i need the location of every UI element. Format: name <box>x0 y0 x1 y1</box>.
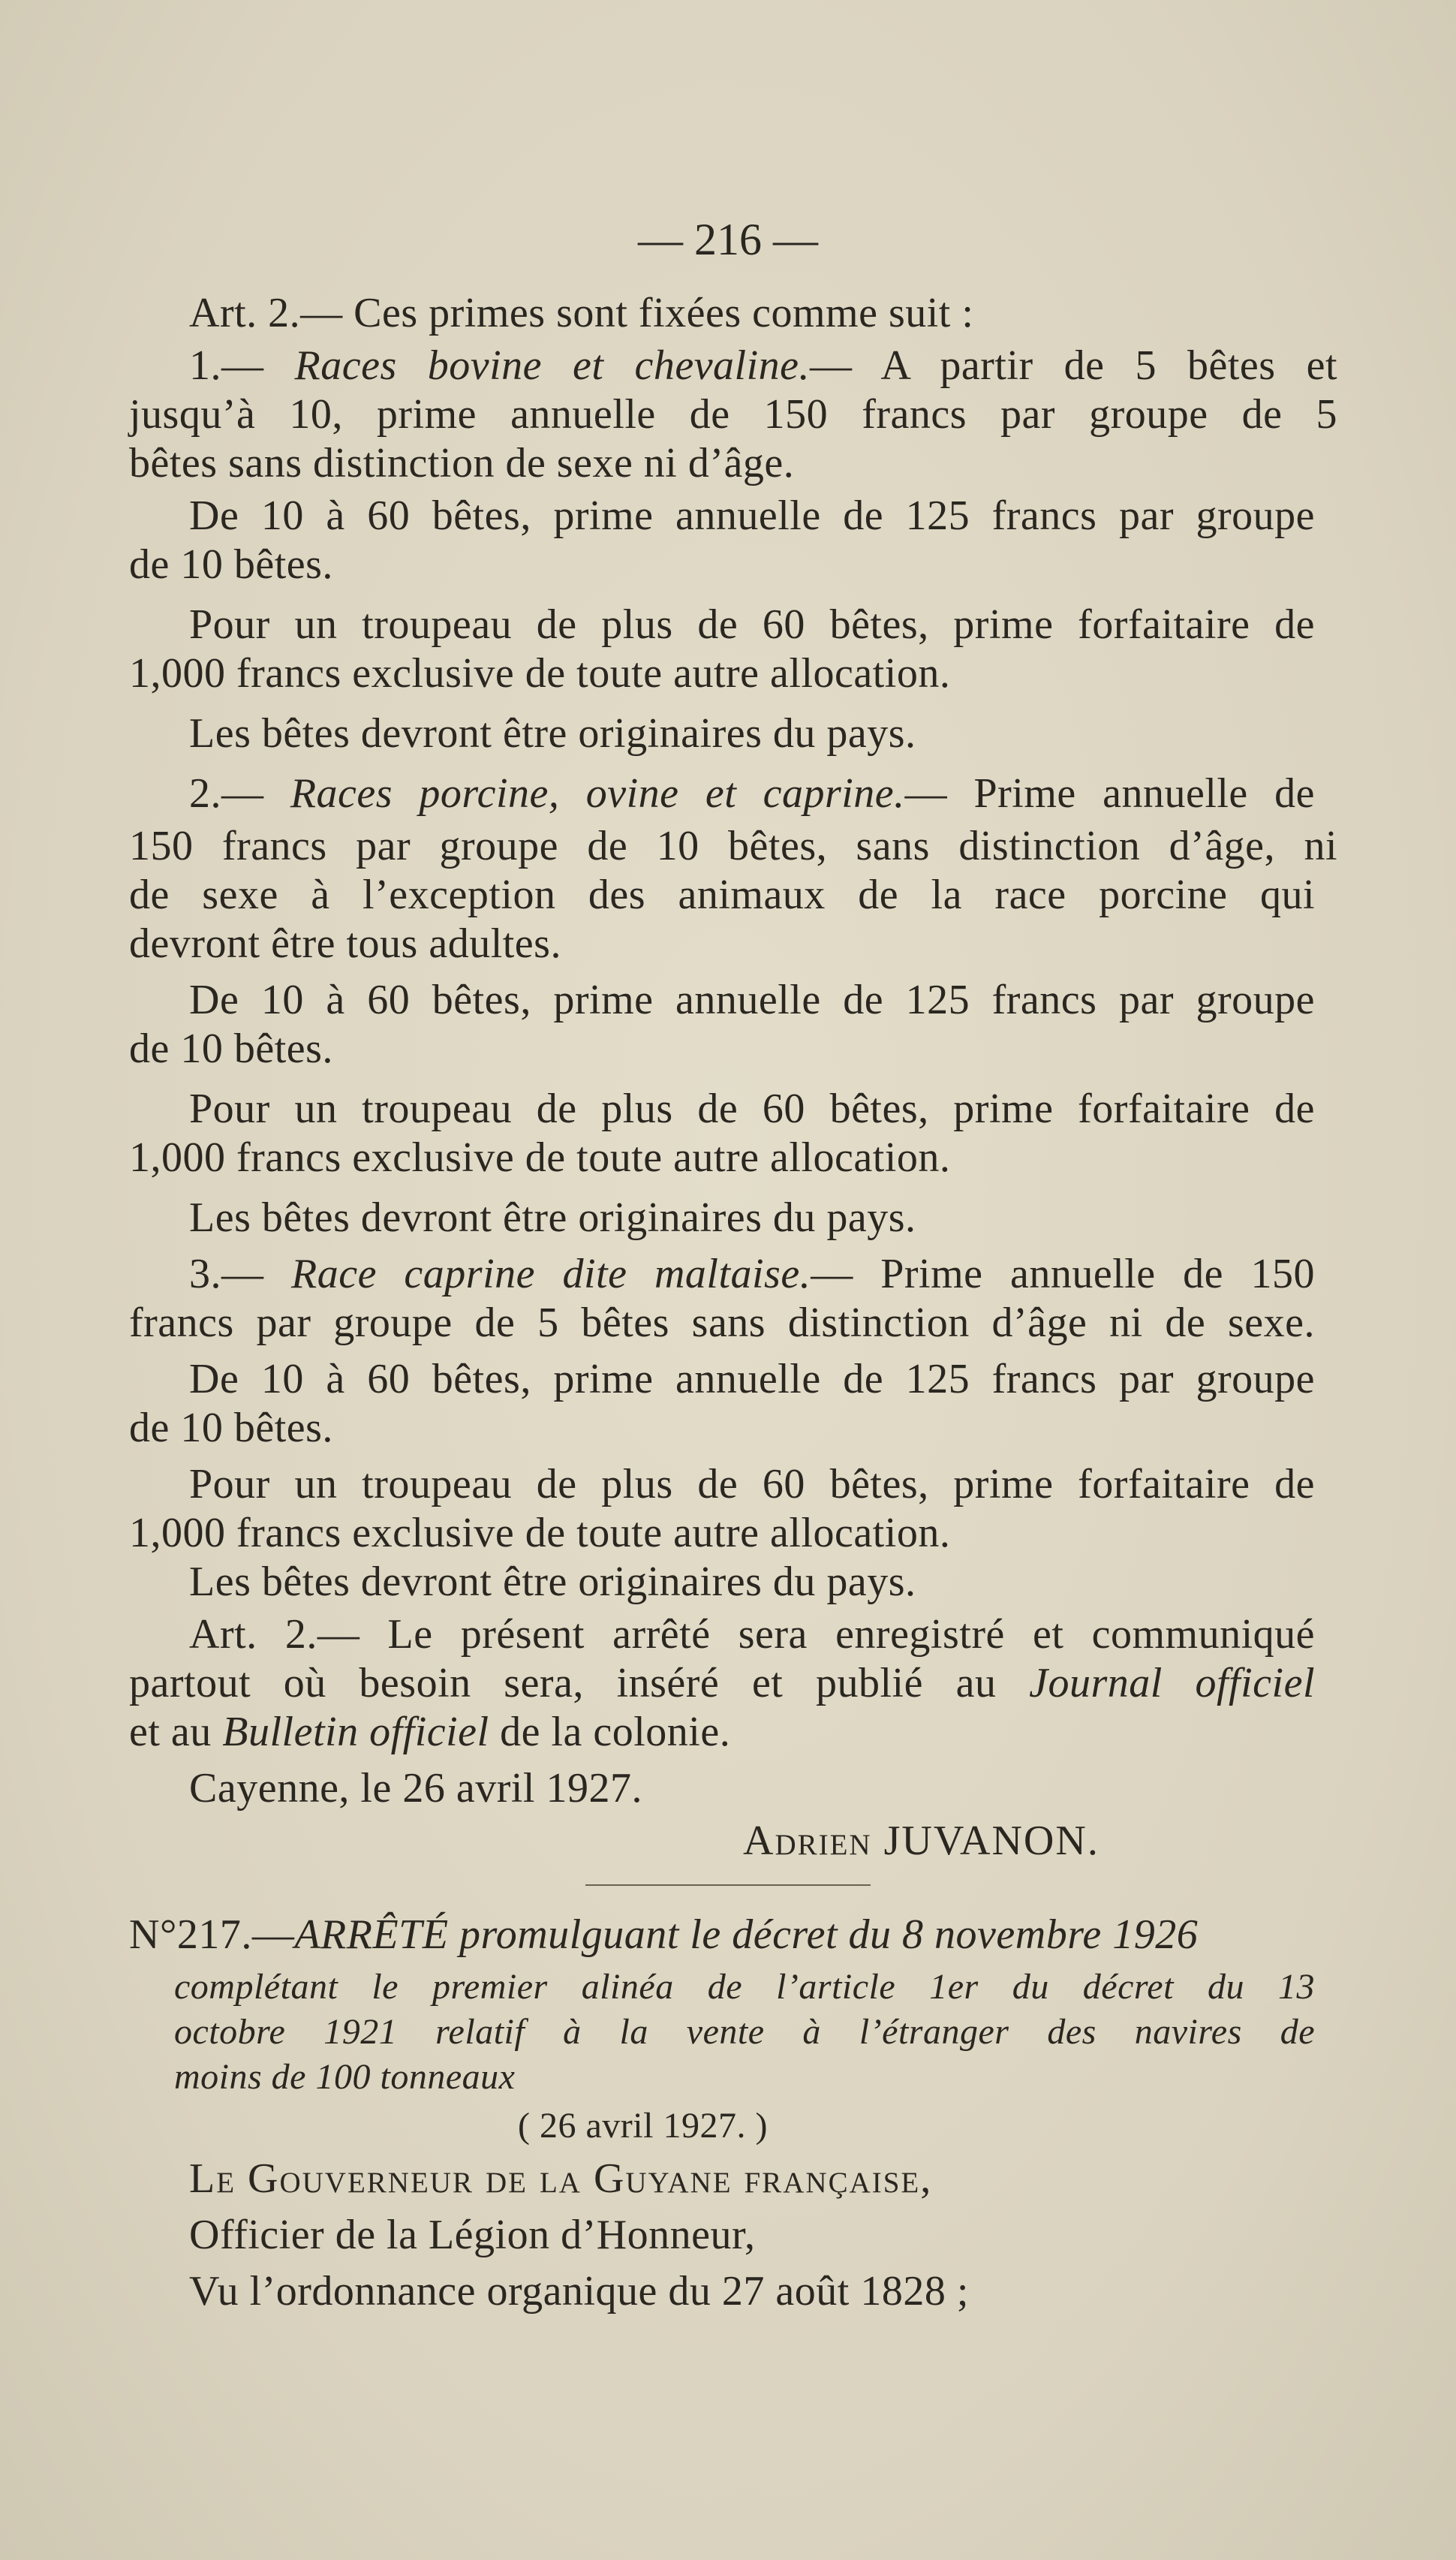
no217-preamble-2: Officier de la Légion d’Honneur, <box>189 2212 756 2258</box>
s2-line-4: devront être tous adultes. <box>129 920 561 967</box>
s3-line-3: De 10 à 60 bêtes, prime annuelle de 125 francs par groupe <box>189 1356 1315 1402</box>
s1-line-2: jusqu’à 10, prime annuelle de 150 francs par groupe de 5 <box>129 391 1337 438</box>
no217-line-3: octobre 1921 relatif à la vente à l’étranger des navires de <box>174 2012 1315 2052</box>
s2-first-line: 2.— Races porcine, ovine et caprine.— Prime annuelle de <box>189 770 1315 817</box>
separator-rule <box>585 1884 871 1886</box>
s3-line-7: Les bêtes devront être originaires du pays. <box>189 1559 916 1605</box>
s3-line-5: Pour un troupeau de plus de 60 bêtes, prime forfaitaire de <box>189 1461 1315 1507</box>
s2-line-2: 150 francs par groupe de 10 bêtes, sans distinction d’âge, ni <box>129 823 1337 869</box>
s3-line-2: francs par groupe de 5 bêtes sans distinction d’âge ni de sexe. <box>129 1300 1315 1346</box>
closing-line-3: et au Bulletin officiel de la colonie. <box>129 1709 731 1755</box>
closing-line-2: partout où besoin sera, inséré et publié au Journal officiel <box>129 1660 1316 1706</box>
no217-preamble-3: Vu l’ordonnance organique du 27 août 1828 ; <box>189 2268 969 2315</box>
no217-line-4: moins de 100 tonneaux <box>174 2057 516 2097</box>
s2-line-5: De 10 à 60 bêtes, prime annuelle de 125 francs par groupe <box>189 977 1315 1023</box>
signature: Adrien JUVANON. <box>743 1818 1100 1864</box>
journal-officiel: Journal officiel <box>1029 1660 1316 1706</box>
s3-title: Race caprine dite maltaise. <box>291 1251 811 1297</box>
s2-line-7: Pour un troupeau de plus de 60 bêtes, prime forfaitaire de <box>189 1086 1315 1132</box>
s3-line-4: de 10 bêtes. <box>129 1405 333 1451</box>
no217-preamble-1: Le Gouverneur de la Guyane française, <box>189 2155 933 2202</box>
no217-date: ( 26 avril 1927. ) <box>518 2106 768 2146</box>
s1-first-line: 1.— Races bovine et chevaline.— A partir de 5 bêtes et <box>189 342 1338 389</box>
no217-line-2: complétant le premier alinéa de l’article 1er du décret du 13 <box>174 1967 1315 2007</box>
closing-line-1: Art. 2.— Le présent arrêté sera enregistré et communiqué <box>189 1611 1315 1658</box>
s2-line-6: de 10 bêtes. <box>129 1026 333 1072</box>
s2-title: Races porcine, ovine et caprine. <box>290 770 905 817</box>
s2-line-9: Les bêtes devront être originaires du pays. <box>189 1194 916 1241</box>
s2-line-3: de sexe à l’exception des animaux de la race porcine qui <box>129 872 1315 918</box>
s1-line-5: de 10 bêtes. <box>129 541 333 588</box>
s1-line-7: 1,000 francs exclusive de toute autre allocation. <box>129 650 951 697</box>
s1-line-4: De 10 à 60 bêtes, prime annuelle de 125 francs par groupe <box>189 492 1315 539</box>
s3-first-line: 3.— Race caprine dite maltaise.— Prime annuelle de 150 <box>189 1251 1316 1297</box>
no217-heading: N°217.—ARRÊTÉ promulguant le décret du 8 novembre 1926 <box>129 1911 1199 1958</box>
place-date: Cayenne, le 26 avril 1927. <box>189 1765 642 1812</box>
s2-line-8: 1,000 francs exclusive de toute autre allocation. <box>129 1134 951 1181</box>
bulletin-officiel: Bulletin officiel <box>222 1709 489 1755</box>
s3-line-6: 1,000 francs exclusive de toute autre allocation. <box>129 1510 951 1556</box>
s1-title: Races bovine et chevaline. <box>294 342 811 389</box>
s1-line-6: Pour un troupeau de plus de 60 bêtes, prime forfaitaire de <box>189 601 1315 648</box>
no217-number: N°217.— <box>129 1911 295 1958</box>
s1-line-8: Les bêtes devront être originaires du pays. <box>189 710 916 757</box>
s1-line-3: bêtes sans distinction de sexe ni d’âge. <box>129 440 795 486</box>
page-number: — 216 — <box>638 215 818 264</box>
art2-intro: Art. 2.— Ces primes sont fixées comme suit : <box>189 290 974 336</box>
